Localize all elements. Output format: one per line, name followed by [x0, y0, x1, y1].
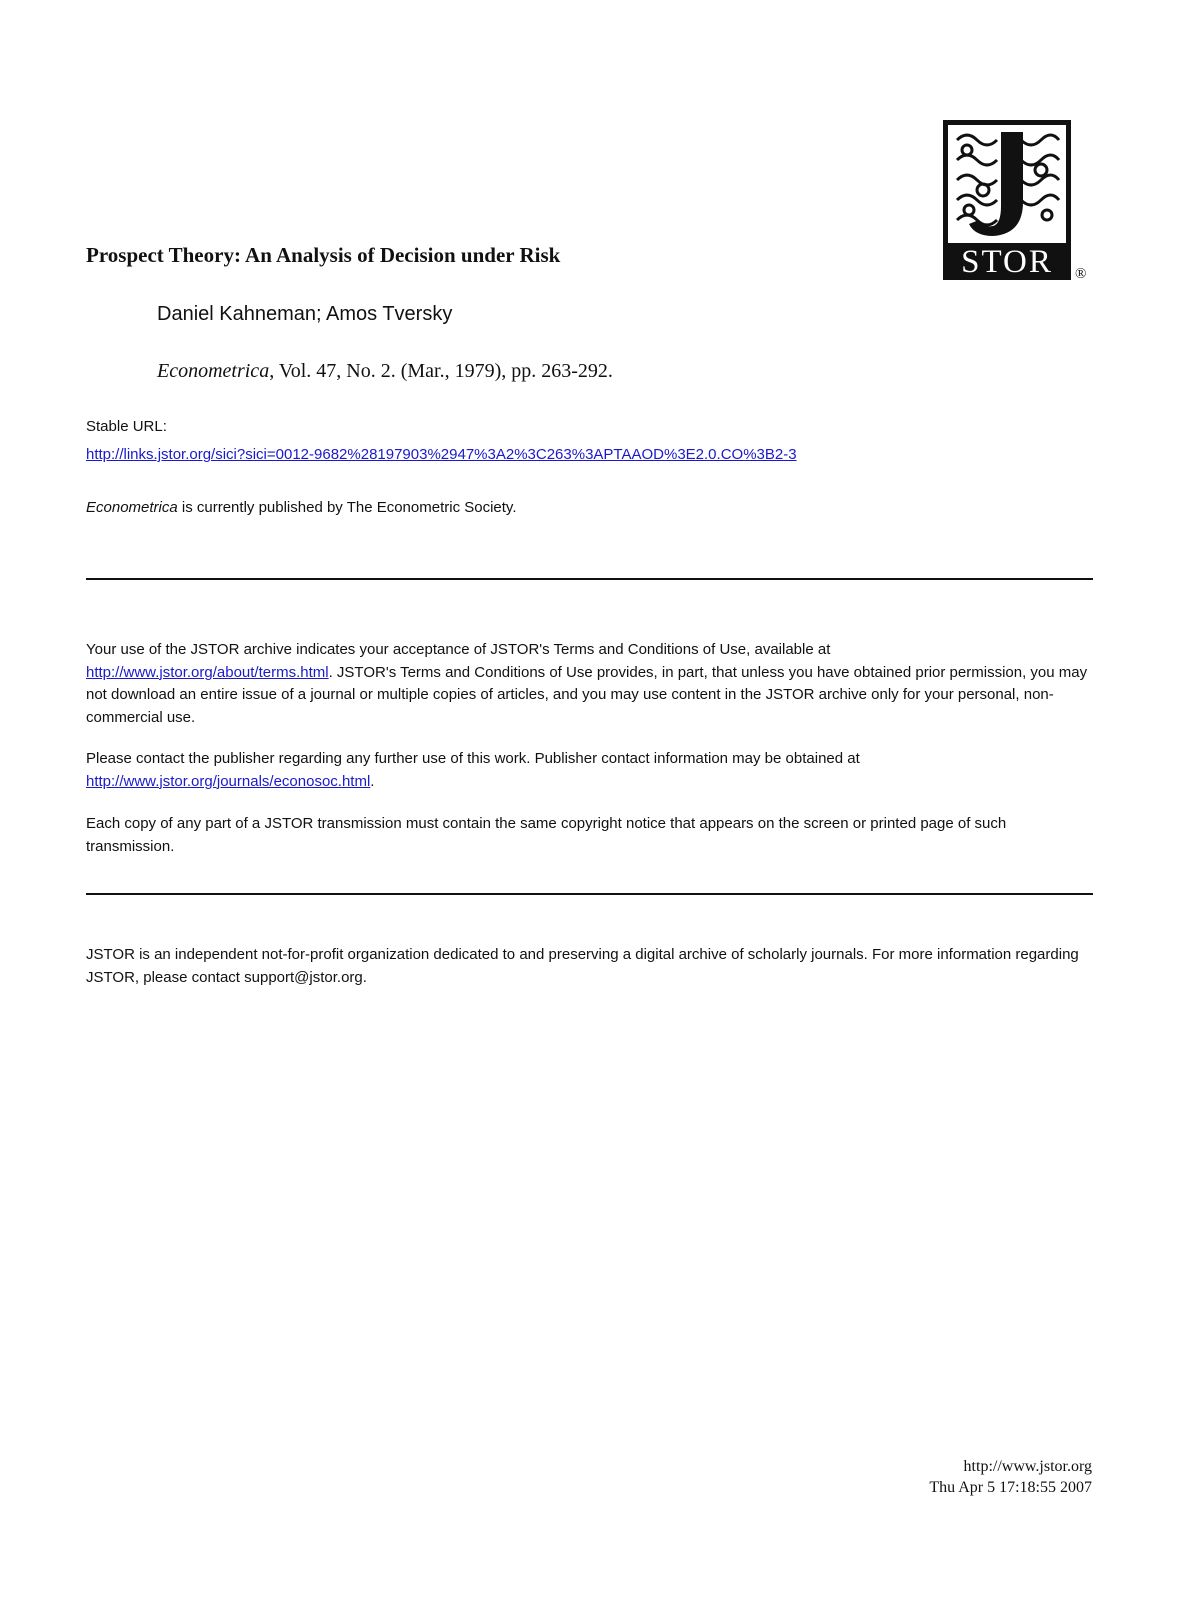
article-citation	[157, 360, 613, 383]
footer-url: http://www.jstor.org	[963, 1458, 1092, 1475]
footer-timestamp: Thu Apr 5 17:18:55 2007	[929, 1479, 1092, 1496]
publisher-journal-name: Econometrica	[86, 499, 178, 516]
stable-url-label: Stable URL:	[86, 418, 167, 435]
page-footer	[929, 1456, 1092, 1498]
jstor-logo	[943, 120, 1071, 280]
publisher-statement	[86, 499, 517, 516]
article-title: Prospect Theory: An Analysis of Decision under Risk	[86, 243, 561, 267]
about-jstor-paragraph: JSTOR is an independent not-for-profit organization dedicated to and preserving a digital archive of scholarly journals. For more information regarding JSTOR, please contact support@jstor.org.	[86, 946, 1079, 986]
stable-url-link[interactable]: http://links.jstor.org/sici?sici=0012-9682%28197903%2947%3A2%3C263%3APTAAOD%3E2.0.CO%3B2-3	[86, 446, 797, 463]
stable-url-link-wrap	[86, 446, 797, 463]
article-authors: Daniel Kahneman; Amos Tversky	[157, 303, 453, 325]
journal-name: Econometrica	[157, 360, 270, 382]
contact-text-2: .	[370, 772, 375, 790]
divider	[86, 893, 1093, 895]
terms-link[interactable]: http://www.jstor.org/about/terms.html	[86, 663, 329, 681]
terms-paragraph	[86, 639, 1096, 729]
citation-details: , Vol. 47, No. 2. (Mar., 1979), pp. 263-292.	[269, 360, 613, 382]
divider	[86, 578, 1093, 580]
publisher-contact-link[interactable]: http://www.jstor.org/journals/econosoc.html	[86, 772, 371, 790]
copyright-paragraph: Each copy of any part of a JSTOR transmission must contain the same copyright notice that appears on the screen or printed page of such transmission.	[86, 815, 1007, 855]
registered-mark: ®	[1075, 266, 1087, 282]
terms-text-1: Your use of the JSTOR archive indicates your acceptance of JSTOR's Terms and Conditions of Use, available at	[86, 641, 831, 658]
publisher-text: is currently published by The Econometric Society.	[177, 499, 517, 516]
contact-text-1: Please contact the publisher regarding any further use of this work. Publisher contact information may be obtained at	[86, 750, 860, 767]
terms-text-2: . JSTOR's Terms and Conditions of Use provides, in part, that unless you have obtained prior permission, you may not download an entire issue of a journal or multiple copies of articles, and you may use content in the JSTOR archive only for your personal, non-commercial use.	[86, 663, 1088, 726]
logo-text: STOR	[961, 244, 1053, 280]
contact-paragraph	[86, 748, 1096, 793]
